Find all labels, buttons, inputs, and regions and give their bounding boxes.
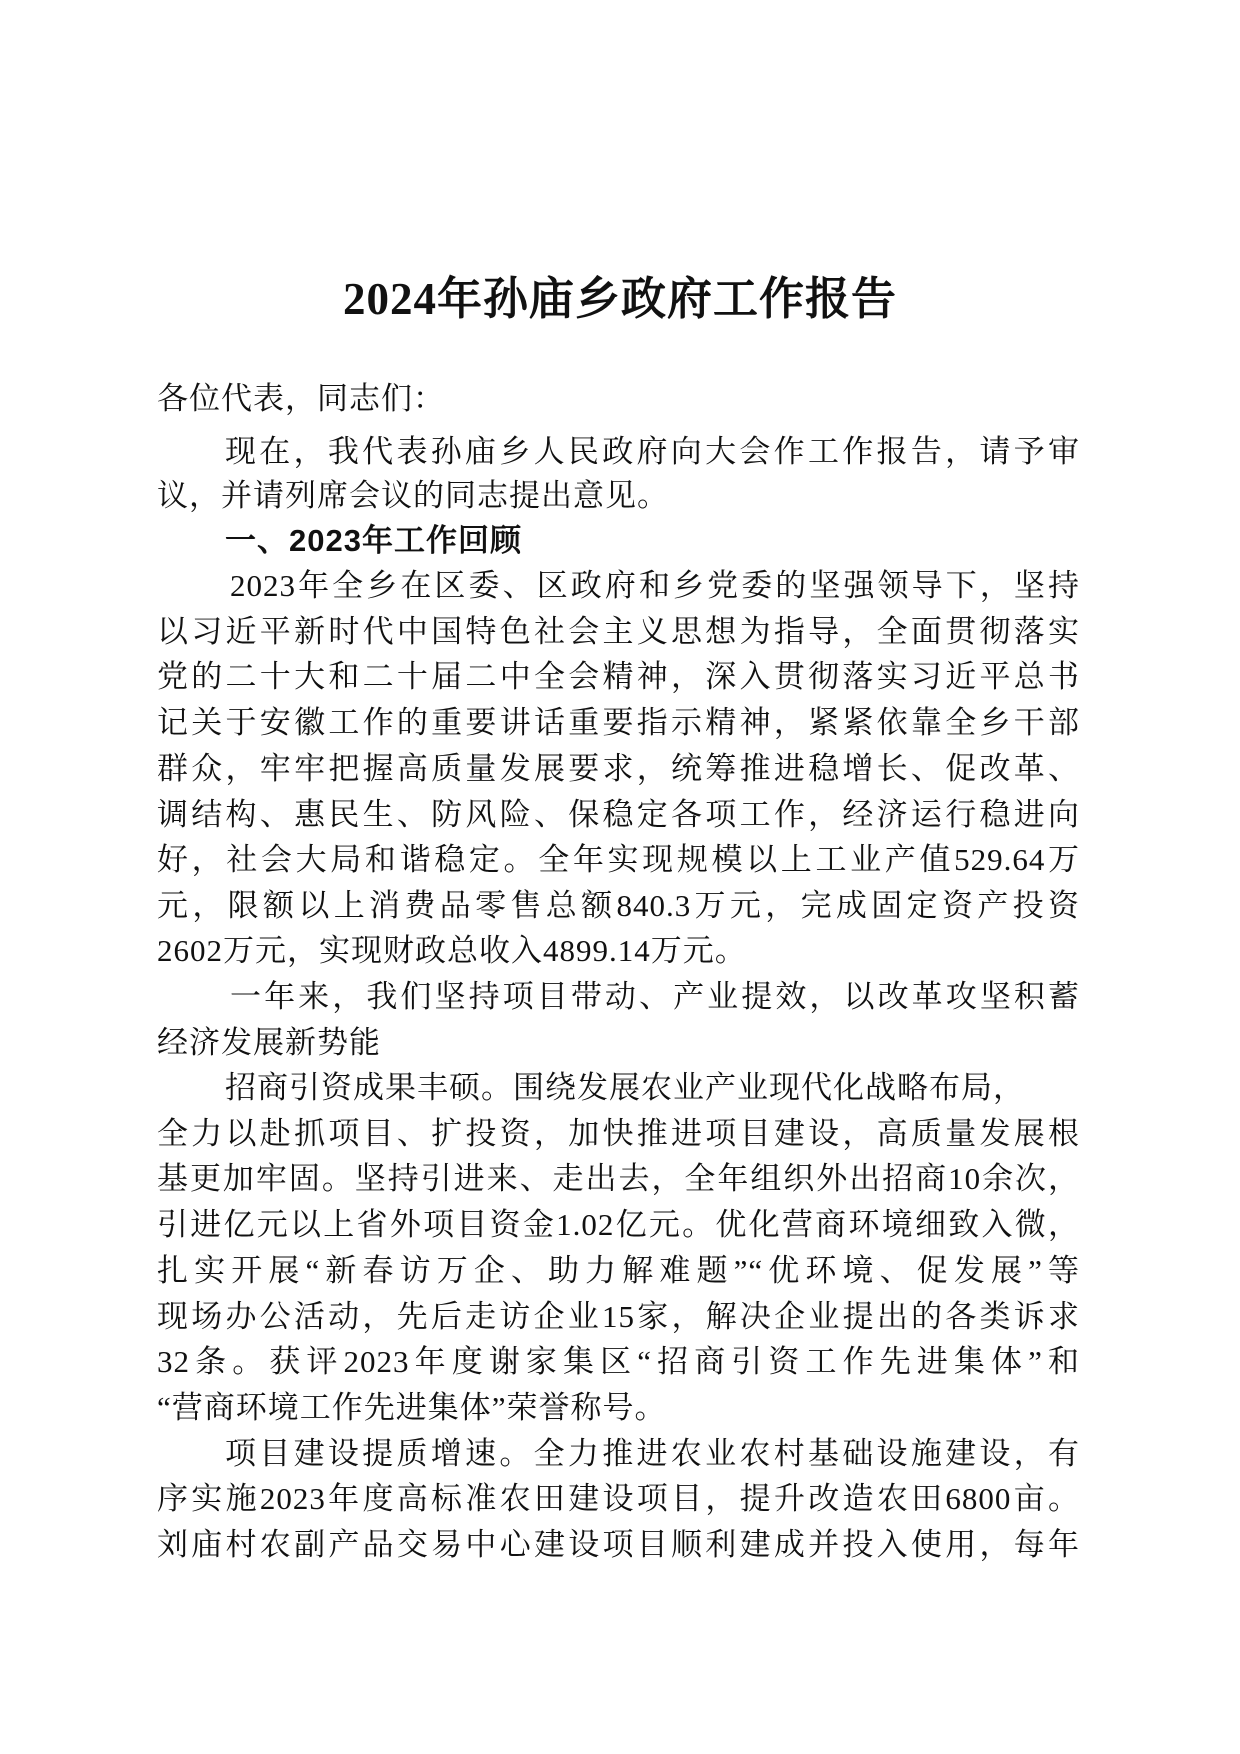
paragraph-line: 引进亿元以上省外项目资金1.02亿元。优化营商环境细致入微， bbox=[157, 1207, 1080, 1242]
paragraph-line: 一年来，我们坚持项目带动、产业提效，以改革攻坚积蓄 bbox=[230, 979, 1080, 1014]
section-heading: 一、2023年工作回顾 bbox=[225, 523, 522, 558]
paragraph-line: 2023年全乡在区委、区政府和乡党委的坚强领导下，坚持 bbox=[230, 568, 1080, 603]
paragraph-line: 记关于安徽工作的重要讲话重要指示精神，紧紧依靠全乡干部 bbox=[157, 705, 1080, 740]
paragraph-line: 现场办公活动，先后走访企业15家，解决企业提出的各类诉求 bbox=[157, 1299, 1080, 1334]
intro-line: 现在，我代表孙庙乡人民政府向大会作工作报告，请予审 bbox=[225, 434, 1080, 469]
paragraph-line: 元，限额以上消费品零售总额840.3万元，完成固定资产投资 bbox=[157, 888, 1080, 923]
intro-line: 议，并请列席会议的同志提出意见。 bbox=[157, 478, 669, 513]
paragraph-line: 刘庙村农副产品交易中心建设项目顺利建成并投入使用，每年 bbox=[157, 1527, 1080, 1562]
paragraph-line: 项目建设提质增速。全力推进农业农村基础设施建设，有 bbox=[225, 1436, 1080, 1471]
paragraph-line: 2602万元，实现财政总收入4899.14万元。 bbox=[157, 933, 747, 968]
paragraph-line: 群众，牢牢把握高质量发展要求，统筹推进稳增长、促改革、 bbox=[157, 751, 1080, 786]
paragraph-line: 扎实开展“新春访万企、助力解难题”“优环境、促发展”等 bbox=[157, 1253, 1080, 1288]
paragraph-line: 招商引资成果丰硕。围绕发展农业产业现代化战略布局， bbox=[225, 1070, 1025, 1105]
paragraph-line: 32条。获评2023年度谢家集区“招商引资工作先进集体”和 bbox=[157, 1344, 1080, 1379]
paragraph-line: 全力以赴抓项目、扩投资，加快推进项目建设，高质量发展根 bbox=[157, 1116, 1080, 1151]
paragraph-line: 以习近平新时代中国特色社会主义思想为指导，全面贯彻落实 bbox=[157, 614, 1080, 649]
paragraph-line: 调结构、惠民生、防风险、保稳定各项工作，经济运行稳进向 bbox=[157, 797, 1080, 832]
paragraph-line: “营商环境工作先进集体”荣誉称号。 bbox=[157, 1390, 667, 1425]
paragraph-line: 序实施2023年度高标准农田建设项目，提升改造农田6800亩。 bbox=[157, 1481, 1080, 1516]
salutation: 各位代表，同志们： bbox=[157, 381, 445, 416]
document-title: 2024年孙庙乡政府工作报告 bbox=[342, 274, 897, 324]
paragraph-line: 基更加牢固。坚持引进来、走出去，全年组织外出招商10余次， bbox=[157, 1161, 1080, 1196]
paragraph-line: 党的二十大和二十届二中全会精神，深入贯彻落实习近平总书 bbox=[157, 659, 1080, 694]
paragraph-line: 经济发展新势能 bbox=[157, 1025, 381, 1060]
paragraph-line: 好，社会大局和谐稳定。全年实现规模以上工业产值529.64万 bbox=[157, 842, 1080, 877]
